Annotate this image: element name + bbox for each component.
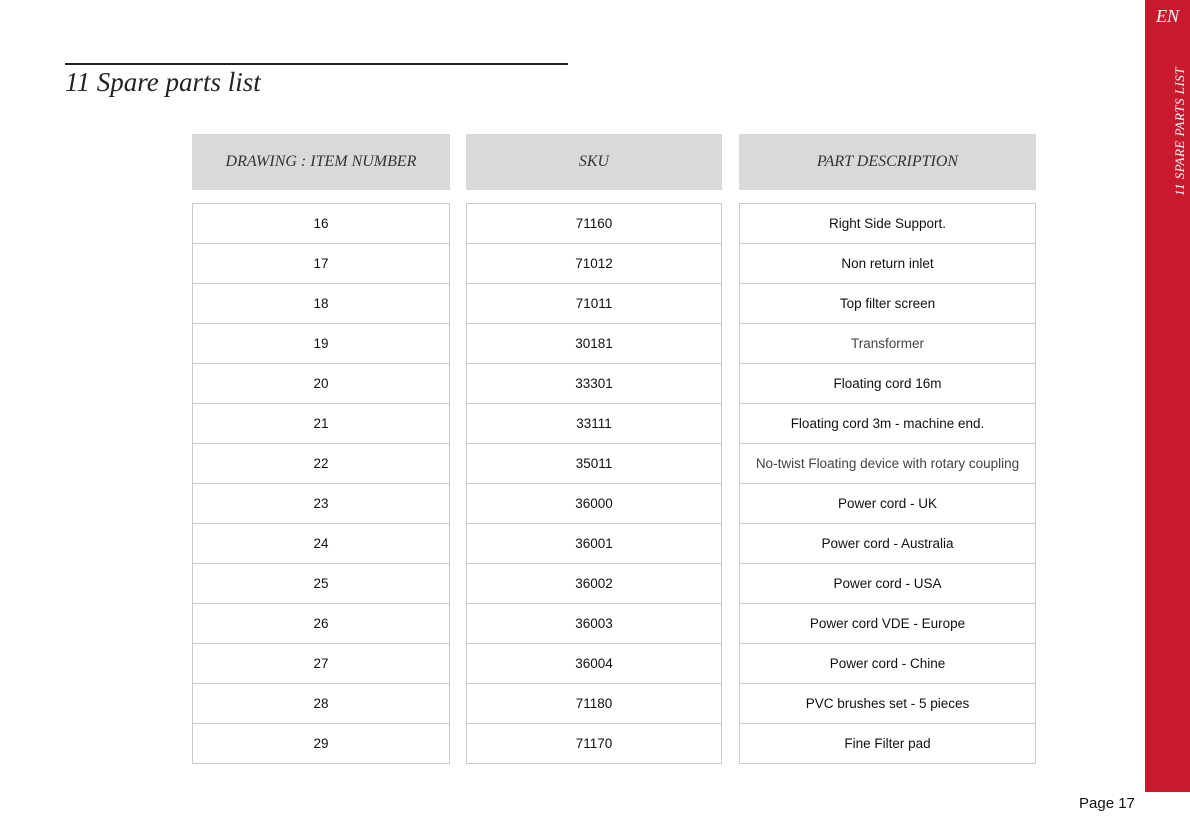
table-cell: 21	[192, 403, 450, 444]
item-number-column	[192, 134, 450, 764]
table-cell: Fine Filter pad	[739, 723, 1036, 764]
table-cell: Power cord - UK	[739, 483, 1036, 524]
table-cell: Power cord VDE - Europe	[739, 603, 1036, 644]
table-cell: 20	[192, 363, 450, 404]
sku-cells	[466, 203, 722, 764]
table-cell: No-twist Floating device with rotary coupling	[739, 443, 1036, 484]
table-cell: Floating cord 16m	[739, 363, 1036, 404]
table-cell: 36003	[466, 603, 722, 644]
table-cell: PVC brushes set - 5 pieces	[739, 683, 1036, 724]
table-cell: Right Side Support.	[739, 203, 1036, 244]
table-cell: Power cord - Chine	[739, 643, 1036, 684]
table-cell: 27	[192, 643, 450, 684]
table-cell: 35011	[466, 443, 722, 484]
sku-column	[466, 134, 722, 764]
table-cell: 33111	[466, 403, 722, 444]
table-cell: 18	[192, 283, 450, 324]
table-cell: Transformer	[739, 323, 1036, 364]
table-cell: Top filter screen	[739, 283, 1036, 324]
table-cell: 33301	[466, 363, 722, 404]
table-cell: 71012	[466, 243, 722, 284]
table-cell: Power cord - Australia	[739, 523, 1036, 564]
table-cell: Non return inlet	[739, 243, 1036, 284]
table-cell: Power cord - USA	[739, 563, 1036, 604]
table-cell: 16	[192, 203, 450, 244]
table-cell: 22	[192, 443, 450, 484]
table-cell: 36002	[466, 563, 722, 604]
table-cell: 19	[192, 323, 450, 364]
table-cell: 17	[192, 243, 450, 284]
page-number: Page 17	[1079, 795, 1135, 812]
item-number-header: DRAWING : ITEM NUMBER	[192, 134, 450, 190]
page-title: 11 Spare parts list	[65, 67, 261, 97]
description-cells	[739, 203, 1036, 764]
table-cell: 30181	[466, 323, 722, 364]
table-cell: 71170	[466, 723, 722, 764]
table-cell: 36000	[466, 483, 722, 524]
table-cell: 28	[192, 683, 450, 724]
language-label: EN	[1155, 6, 1179, 26]
table-cell: 71180	[466, 683, 722, 724]
description-header: PART DESCRIPTION	[739, 134, 1036, 190]
side-band-tip	[1145, 752, 1190, 792]
description-column	[739, 134, 1036, 764]
table-cell: 71160	[466, 203, 722, 244]
table-cell: 23	[192, 483, 450, 524]
table-cell: 36001	[466, 523, 722, 564]
table-cell: 24	[192, 523, 450, 564]
table-cell: 25	[192, 563, 450, 604]
table-cell: 71011	[466, 283, 722, 324]
sku-header: SKU	[466, 134, 722, 190]
section-side-label: 11 SPARE PARTS LIST	[1172, 66, 1187, 196]
table-cell: 29	[192, 723, 450, 764]
table-cell: 36004	[466, 643, 722, 684]
table-cell: Floating cord 3m - machine end.	[739, 403, 1036, 444]
table-cell: 26	[192, 603, 450, 644]
item-number-cells	[192, 203, 450, 764]
